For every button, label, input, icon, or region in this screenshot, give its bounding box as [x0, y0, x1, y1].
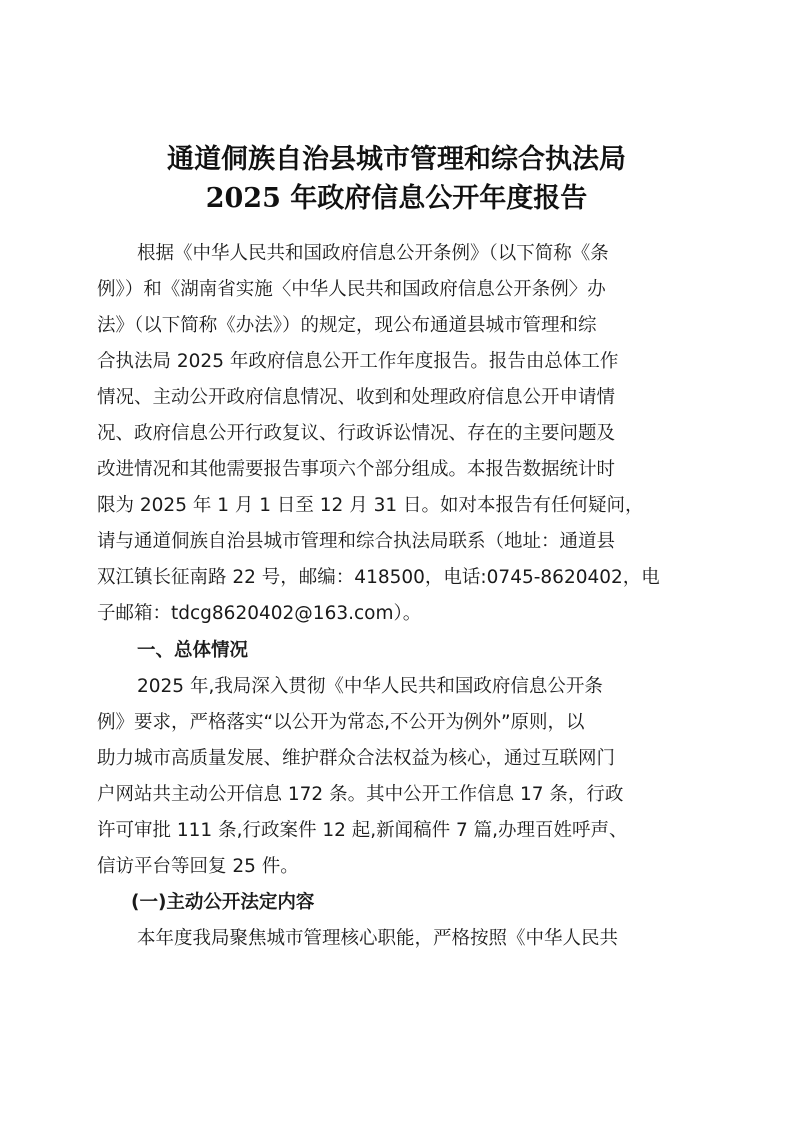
overview-paragraph-line: 助力城市高质量发展、维护群众合法权益为核心，通过互联网门	[97, 748, 616, 769]
report-title-line-2: 2025 年政府信息公开年度报告	[205, 183, 588, 214]
overview-paragraph-line: 例》要求，严格落实“以公开为常态,不公开为例外”原则，以	[97, 712, 585, 733]
report-title-line-1: 通道侗族自治县城市管理和综合执法局	[167, 144, 626, 175]
intro-paragraph-line: 法》（以下简称《办法》）的规定，现公布通道县城市管理和综	[97, 315, 597, 336]
overview-paragraph-line: 2025 年,我局深入贯彻《中华人民共和国政府信息公开条	[137, 676, 603, 697]
subsection-paragraph-line: 本年度我局聚焦城市管理核心职能，严格按照《中华人民共	[137, 928, 619, 949]
intro-paragraph-line: 情况、主动公开政府信息情况、收到和处理政府信息公开申请情	[97, 387, 616, 408]
overview-paragraph-line: 许可审批 111 条,行政案件 12 起,新闻稿件 7 篇,办理百姓呼声、	[97, 820, 628, 841]
intro-paragraph-line: 双江镇长征南路 22 号，邮编：418500，电话:0745-8620402，电	[97, 567, 660, 588]
subsection-heading-statutory-disclosure: (一)主动公开法定内容	[131, 892, 315, 913]
overview-paragraph-line: 信访平台等回复 25 件。	[97, 856, 299, 877]
intro-paragraph-line: 子邮箱：tdcg8620402@163.com）。	[97, 603, 422, 624]
intro-paragraph-line: 例》）和《湖南省实施〈中华人民共和国政府信息公开条例〉办	[97, 279, 606, 300]
intro-paragraph-line: 合执法局 2025 年政府信息公开工作年度报告。报告由总体工作	[97, 351, 619, 372]
intro-paragraph-line: 限为 2025 年 1 月 1 日至 12 月 31 日。如对本报告有任何疑问，	[97, 495, 644, 516]
overview-paragraph-line: 户网站共主动公开信息 172 条。其中公开工作信息 17 条，行政	[97, 784, 624, 805]
section-heading-overview: 一、总体情况	[137, 640, 249, 661]
intro-paragraph-line: 根据《中华人民共和国政府信息公开条例》（以下简称《条	[137, 243, 609, 264]
intro-paragraph-line: 况、政府信息公开行政复议、行政诉讼情况、存在的主要问题及	[97, 423, 616, 444]
intro-paragraph-line: 请与通道侗族自治县城市管理和综合执法局联系（地址：通道县	[97, 531, 616, 552]
intro-paragraph-line: 改进情况和其他需要报告事项六个部分组成。本报告数据统计时	[97, 459, 616, 480]
